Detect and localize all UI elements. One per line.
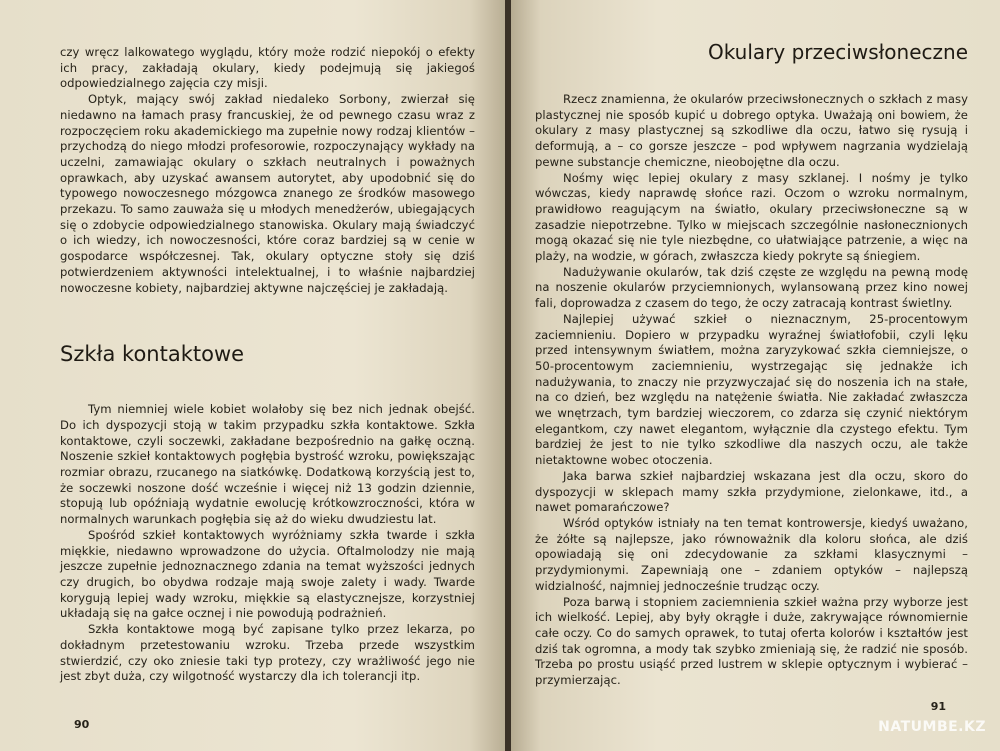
left-bottom-text: [60, 402, 475, 685]
paragraph: Jaka barwa szkieł najbardziej wskazana jest dla oczu, skoro do dyspozycji w sklepach mamy szkła przydymione, zielonkawe, itd., a nawet pomarańczowe?: [535, 468, 968, 515]
right-page: [511, 0, 1000, 751]
section-heading: Okulary przeciwsłoneczne: [707, 40, 968, 64]
paragraph: Wśród optyków istniały na ten temat kontrowersje, kiedyś uważano, że żółte są najlepsze, jako równoważnik dla koloru słońca, ale dziś opowiadają się oni zdecydowanie za szkłami klasycznymi – przydymionymi. Zapewniają one – zdaniem optyków – najlepszą widzialność, najmniej jednocześnie trudząc oczy.: [535, 515, 968, 593]
paragraph: Nadużywanie okularów, tak dziś częste ze względu na pewną modę na noszenie okularów przyciemnionych, wylansowaną przez kino nowej fali, doprowadza z czasem do tego, że oczy zatracają kontrast świetlny.: [535, 264, 968, 311]
watermark-text: NATUMBE.KZ: [878, 719, 986, 735]
page-number: 91: [930, 700, 946, 713]
paragraph: Szkła kontaktowe mogą być zapisane tylko przez lekarza, po dokładnym przetestowaniu wzroku. Trzeba przede wszystkim stwierdzić, czy oko zniesie taki typ protezy, czy wrażliwość jego nie jest zbyt duża, czy wilgotność wystarczy dla ich tolerancji itp.: [60, 622, 475, 684]
paragraph: Nośmy więc lepiej okulary z masy szklanej. I nośmy je tylko wówczas, kiedy naprawdę słońce razi. Oczom o wzroku normalnym, prawidłowo reagującym na światło, okulary przeciwsłoneczne są w zasadzie niepotrzebne. Tylko w miejscach szczególnie nasłonecznionych mogą okazać się nie tyle niezbędne, co ułatwiające patrzenie, a więc na plaży, na wodzie, w górach, zwłaszcza kiedy pokryte są śniegiem.: [535, 170, 968, 264]
paragraph: czy wręcz lalkowatego wyglądu, który może rodzić niepokój o efekty ich pracy, zakładają okulary, kiedy podejmują się jakiegoś odpowiedzialnego zajęcia czy misji.: [60, 45, 475, 91]
paragraph: Rzecz znamienna, że okularów przeciwsłonecznych o szkłach z masy plastycznej nie sposób kupić u dobrego optyka. Uważają oni bowiem, że okulary z masy plastycznej są szkodliwe dla oczu, łatwo się rysują i deformują, a – co gorsze jeszcze – pod wpływem nagrzania wydzielają pewne substancje chemiczne, nieobojętne dla oczu.: [535, 92, 968, 169]
paragraph: Poza barwą i stopniem zaciemnienia szkieł ważna przy wyborze jest ich wielkość. Lepiej, aby były okrągłe i duże, zakrywające równomiernie całe oczy. Co do samych oprawek, to tutaj oferta kolorów i kształtów jest dziś tak ogromna, a mody tak szybko zmieniają się, że radzić nie sposób. Trzeba po prostu usiąść przed lustrem w sklepie optycznym i wybierać – przymierzając.: [535, 594, 968, 688]
paragraph: Tym niemniej wiele kobiet wolałoby się bez nich jednak obejść. Do ich dyspozycji stoją w takim przypadku szkła kontaktowe. Szkła kontaktowe, czyli soczewki, zakładane bezpośrednio na gałkę oczną. Noszenie szkieł kontaktowych pogłębia bystrość wzroku, powiększając rozmiar obrazu, rzucanego na siatkówkę. Dodatkową korzyścią jest to, że soczewki noszone dość wcześnie i więcej niż 13 godzin dziennie, stopują lub opóźniają wydatnie ewolucję krótkowzroczności, która w normalnych warunkach pogłębia się aż do wieku dwudziestu lat.: [60, 402, 475, 527]
section-heading: Szkła kontaktowe: [60, 342, 245, 367]
paragraph: Optyk, mający swój zakład niedaleko Sorbony, zwierzał się niedawno na łamach prasy francuskiej, że od pewnego czasu wraz z rozpoczęciem roku akademickiego ma zupełnie nowy rodzaj klientów – przychodzą do niego młodzi profesorowie, rozpoczynający wykłady na uczelni, zamawiając okulary o szkłach neutralnych i poważnych oprawkach, aby uzyskać awansem autorytet, aby upodobnić się do typowego nowoczesnego mózgowca znanego ze środków masowego przekazu. To samo zauważa się u młodych menedżerów, ubiegających się o zdobycie odpowiedzialnego stanowiska. Okulary mają świadczyć o ich wiedzy, ich nowoczesności, które coraz bardziej są w cenie w gospodarce współczesnej. Tak, okulary optyczne stoły się dziś potwierdzeniem aktywności intelektualnej, i to właśnie najbardziej nowoczesne kobiety, najbardziej aktywne najczęściej je zakładają.: [60, 92, 475, 295]
page-number: 90: [74, 718, 90, 731]
paragraph: Spośród szkieł kontaktowych wyróżniamy szkła twarde i szkła miękkie, niedawno wprowadzone do użycia. Oftalmolodzy nie mają jeszcze zupełnie jednoznacznego zdania na temat wyższości jednych czy drugich, bo obydwa rodzaje mają swoje zalety i wady. Twarde korygują lepiej wady wzroku, miękkie są elastycznejsze, korzystniej układają się na gałce ocznej i nie powodują podrażnień.: [60, 527, 475, 621]
right-text: [535, 92, 968, 689]
paragraph: Najlepiej używać szkieł o nieznacznym, 25-procentowym zaciemnieniu. Dopiero w przypadku wyraźnej światłofobii, czyli lęku przed intensywnym światłem, można zaryzykować szkła ciemniejsze, o 50-procentowym zaciemnieniu, wystrzegając się jednakże ich nadużywania, to znaczy nie przyzwyczajać się do noszenia ich na stałe, na co dzień, bez względu na natężenie światła. Nie zakładać zwłaszcza we wnętrzach, tym bardziej wieczorem, co zdarza się czynić niektórym elegantkom, czy nawet elegantom, wyłącznie dla czystego efektu. Tym bardziej że jest to nie tylko szkodliwe dla naszych oczu, ale także nietaktowne wobec otoczenia.: [535, 311, 968, 468]
left-top-text: [60, 45, 475, 296]
